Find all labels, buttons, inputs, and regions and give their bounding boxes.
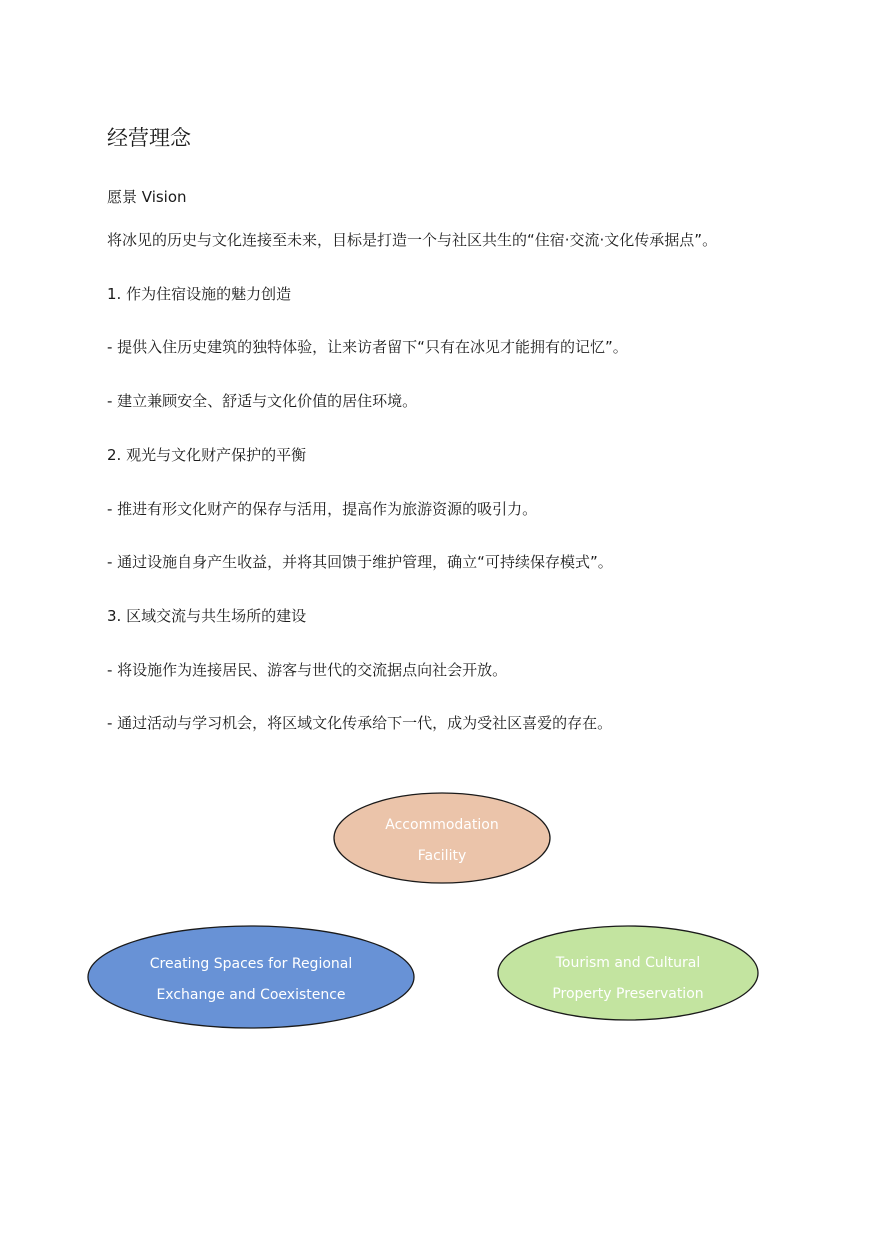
bullet-item: - 通过设施自身产生收益，并将其回馈于维护管理，确立“可持续保存模式”。 xyxy=(107,553,613,571)
bullet-item: - 提供入住历史建筑的独特体验，让来访者留下“只有在冰见才能拥有的记忆”。 xyxy=(107,338,628,356)
node-accommodation xyxy=(334,793,550,883)
ellipse-accommodation xyxy=(334,793,550,883)
node-regional xyxy=(88,926,414,1028)
node-label-line: Property Preservation xyxy=(552,986,704,1002)
node-label-line: Creating Spaces for Regional xyxy=(149,956,353,972)
node-label-line: Tourism and Cultural xyxy=(555,955,701,971)
bullet-item: - 建立兼顾安全、舒适与文化价值的居住环境。 xyxy=(107,392,418,410)
section-heading-2: 2. 观光与文化财产保护的平衡 xyxy=(107,446,307,464)
vision-heading: 愿景 Vision xyxy=(107,188,187,206)
bullet-item: - 通过活动与学习机会，将区域文化传承给下一代，成为受社区喜爱的存在。 xyxy=(107,714,613,732)
node-label-line: Facility xyxy=(417,848,467,864)
node-label-line: Exchange and Coexistence xyxy=(156,987,346,1003)
section-heading-1: 1. 作为住宿设施的魅力创造 xyxy=(107,285,292,303)
vision-text: 将冰见的历史与文化连接至未来，目标是打造一个与社区共生的“住宿·交流·文化传承据点”。 xyxy=(107,231,718,249)
page-title: 经营理念 xyxy=(107,126,191,150)
bullet-item: - 推进有形文化财产的保存与活用，提高作为旅游资源的吸引力。 xyxy=(107,500,538,518)
bullet-item: - 将设施作为连接居民、游客与世代的交流据点向社会开放。 xyxy=(107,661,508,679)
node-label-line: Accommodation xyxy=(385,817,499,833)
node-tourism xyxy=(498,926,758,1020)
ellipse-regional xyxy=(88,926,414,1028)
ellipse-tourism xyxy=(498,926,758,1020)
section-heading-3: 3. 区域交流与共生场所的建设 xyxy=(107,607,307,625)
